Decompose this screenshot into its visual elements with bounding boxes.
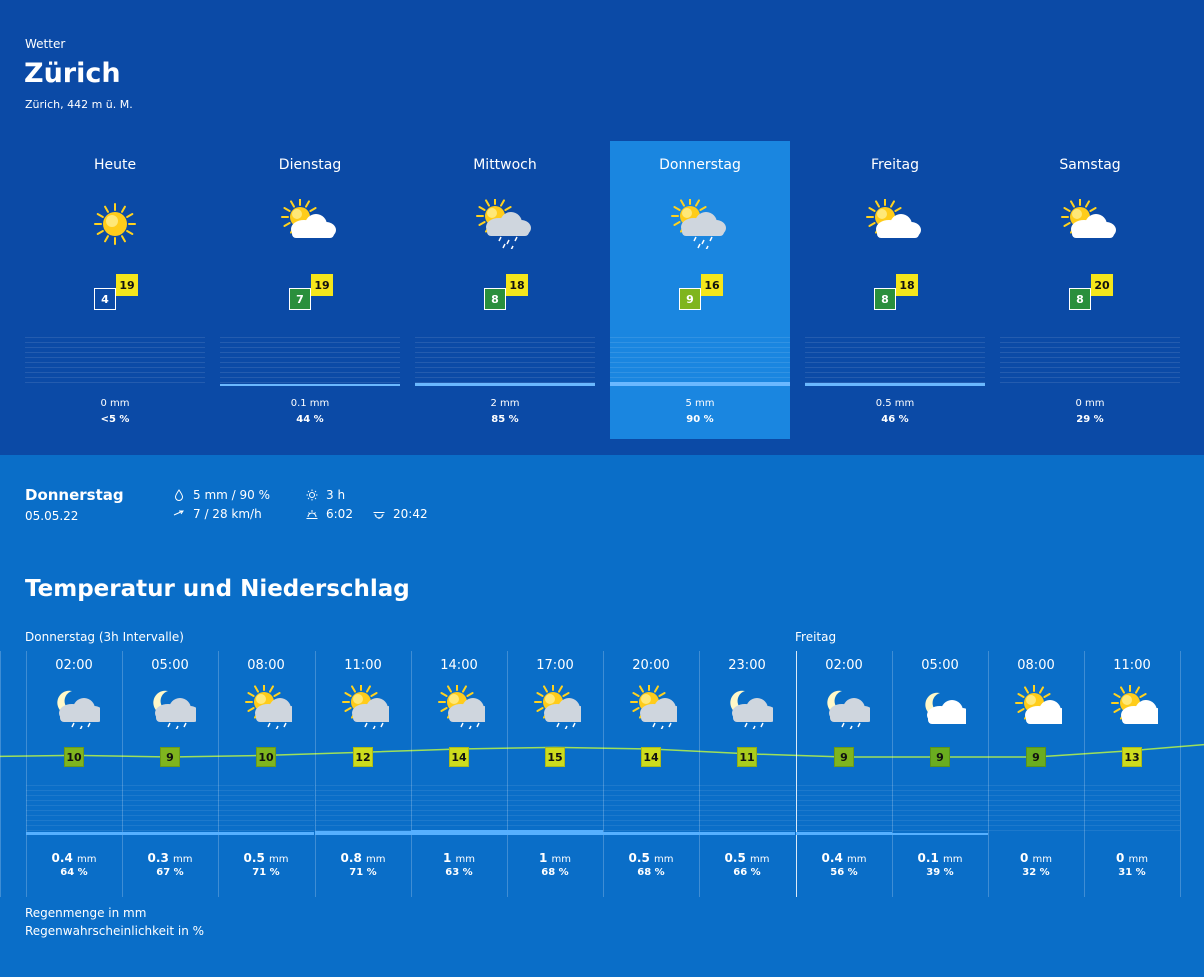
precip-bar [220, 384, 400, 386]
hour-precip-amount [892, 851, 988, 865]
hour-column[interactable] [988, 651, 1084, 897]
temp-max-badge: 19 [311, 274, 333, 296]
wind-icon [173, 508, 185, 520]
sun-cloud-rain-icon [341, 685, 389, 729]
sun-cloud-icon [1014, 685, 1062, 729]
day-column[interactable] [1000, 141, 1180, 439]
day-precip-probability: 44 % [296, 414, 324, 425]
hour-precip-amount [315, 851, 411, 865]
hour-precip-graph [796, 785, 892, 835]
page-kicker: Wetter [25, 37, 66, 51]
hour-column[interactable] [1084, 651, 1180, 897]
hour-temperature-badge: 9 [160, 747, 180, 767]
hour-temperature-badge: 11 [737, 747, 757, 767]
hour-precip-value: 0 [1115, 851, 1125, 865]
hour-temperature-badge: 14 [449, 747, 469, 767]
hour-precip-probability: 71 % [252, 867, 280, 878]
hour-precip-value: 0.4 [51, 851, 73, 865]
hour-precip-unit: mm [455, 854, 476, 865]
hour-precip-probability: 68 % [637, 867, 665, 878]
hour-precip-probability: 56 % [830, 867, 858, 878]
hour-precip-graph [699, 785, 795, 835]
hour-precip-probability: 64 % [60, 867, 88, 878]
temp-min-badge: 7 [289, 288, 311, 310]
sunrise-icon [306, 508, 318, 520]
moon-cloud-rain-icon [52, 685, 100, 729]
sunrise-detail-value: 6:02 [326, 507, 353, 521]
hour-precip-graph [1084, 785, 1180, 835]
temp-max-badge: 20 [1091, 274, 1113, 296]
day-precip-probability: 29 % [1076, 414, 1104, 425]
precip-graph [610, 337, 790, 387]
hour-precip-unit: mm [1128, 854, 1149, 865]
day-precip-amount: 0 mm [1075, 398, 1105, 409]
hour-precip-bar [603, 832, 699, 836]
hour-precip-graph [507, 785, 603, 835]
hour-temperature-badge: 15 [545, 747, 565, 767]
precip-graph [220, 337, 400, 387]
hourly-day1-label: Donnerstag (3h Intervalle) [25, 630, 184, 644]
hour-precip-amount [603, 851, 699, 865]
hour-column[interactable] [892, 651, 988, 897]
hour-precip-bar [315, 831, 411, 835]
hour-precip-amount [218, 851, 314, 865]
hour-temperature-badge: 12 [353, 747, 373, 767]
hour-precip-value: 0.8 [340, 851, 362, 865]
hourly-day2-label: Freitag [795, 630, 837, 644]
day-name: Samstag [1059, 157, 1121, 173]
hour-time: 02:00 [825, 658, 863, 673]
day-precip-probability: 85 % [491, 414, 519, 425]
hour-precip-amount [1084, 851, 1180, 865]
temp-max-badge: 18 [506, 274, 528, 296]
day-precip-amount: 0.1 mm [290, 398, 330, 409]
hour-time: 11:00 [344, 658, 382, 673]
hour-column[interactable] [122, 651, 218, 897]
sun-cloud-icon [1110, 685, 1158, 729]
moon-cloud-rain-icon [725, 685, 773, 729]
hour-precip-bar [218, 832, 314, 836]
hour-precip-probability: 68 % [541, 867, 569, 878]
hour-precip-graph [315, 785, 411, 835]
hour-precip-graph [411, 785, 507, 835]
hour-precip-unit: mm [942, 854, 963, 865]
hour-precip-probability: 31 % [1118, 867, 1146, 878]
temp-min-badge: 4 [94, 288, 116, 310]
hour-precip-probability: 67 % [156, 867, 184, 878]
hour-time: 11:00 [1113, 658, 1151, 673]
temp-min-badge: 8 [1069, 288, 1091, 310]
hour-precip-graph [26, 785, 122, 835]
hour-temperature-badge: 9 [930, 747, 950, 767]
hour-precip-graph [122, 785, 218, 835]
hour-precip-amount [988, 851, 1084, 865]
sun-cloud-rain-icon [533, 685, 581, 729]
hour-precip-value: 0 [1019, 851, 1029, 865]
day-name: Dienstag [278, 157, 342, 173]
temp-min-badge: 9 [679, 288, 701, 310]
hour-precip-unit: mm [846, 854, 867, 865]
hour-precip-probability: 66 % [733, 867, 761, 878]
sun-cloud-rain-icon [437, 685, 485, 729]
hour-column[interactable] [699, 651, 795, 897]
section-title: Temperatur und Niederschlag [25, 576, 410, 602]
hour-precip-value: 0.5 [724, 851, 746, 865]
hour-precip-probability: 63 % [445, 867, 473, 878]
moon-cloud-icon [918, 685, 966, 729]
hour-precip-value: 0.5 [628, 851, 650, 865]
hour-precip-probability: 39 % [926, 867, 954, 878]
day-precip-amount: 2 mm [490, 398, 520, 409]
hour-divider [1180, 651, 1181, 897]
hour-time: 14:00 [440, 658, 478, 673]
day-column[interactable] [25, 141, 205, 439]
hour-divider [0, 651, 1, 897]
temp-min-badge: 8 [484, 288, 506, 310]
hour-column[interactable] [603, 651, 699, 897]
hour-time: 05:00 [151, 658, 189, 673]
temp-min-badge: 8 [874, 288, 896, 310]
sun-cloud-rain-icon [244, 685, 292, 729]
hour-precip-unit: mm [653, 854, 674, 865]
hour-precip-probability: 71 % [349, 867, 377, 878]
sun-icon [85, 199, 145, 249]
hourly-forecast[interactable] [0, 651, 1204, 897]
hour-precip-amount [507, 851, 603, 865]
hour-precip-value: 0.5 [243, 851, 265, 865]
hour-precip-bar [26, 832, 122, 835]
precip-graph [805, 337, 985, 387]
location-altitude: Zürich, 442 m ü. M. [25, 98, 133, 111]
sun-cloud-rain-icon [629, 685, 677, 729]
day-name: Mittwoch [473, 157, 537, 173]
sun-cloud-icon [1060, 199, 1120, 249]
precip-bar [415, 383, 595, 386]
hour-precip-bar [892, 833, 988, 835]
hour-precip-amount [699, 851, 795, 865]
day-precip-probability: 46 % [881, 414, 909, 425]
legend-rain-probability: Regenwahrscheinlichkeit in % [25, 924, 205, 938]
hour-time: 23:00 [728, 658, 766, 673]
day-column[interactable] [220, 141, 400, 439]
sun-cloud-rain-icon [475, 199, 535, 249]
sunrise-detail [306, 507, 353, 521]
hour-precip-amount [26, 851, 122, 865]
hour-time: 05:00 [921, 658, 959, 673]
sunset-detail-value: 20:42 [393, 507, 428, 521]
day-precip-amount: 5 mm [685, 398, 715, 409]
hour-column[interactable] [218, 651, 314, 897]
sun-small-icon [306, 489, 318, 501]
hour-precip-graph [603, 785, 699, 835]
hour-temperature-badge: 13 [1122, 747, 1142, 767]
hour-time: 02:00 [55, 658, 93, 673]
hour-precip-value: 0.3 [147, 851, 169, 865]
precip-bar [610, 382, 790, 386]
precip-detail [173, 488, 270, 502]
day-name: Heute [93, 157, 137, 173]
wind-detail [173, 507, 262, 521]
sun-cloud-rain-icon [670, 199, 730, 249]
hour-time: 08:00 [1017, 658, 1055, 673]
hour-time: 17:00 [536, 658, 574, 673]
hour-temperature-badge: 14 [641, 747, 661, 767]
selected-day-name: Donnerstag [25, 486, 124, 504]
sunshine-detail [306, 488, 345, 502]
hour-temperature-badge: 10 [256, 747, 276, 767]
hour-time: 20:00 [632, 658, 670, 673]
day-name: Donnerstag [659, 157, 741, 173]
hour-temperature-badge: 10 [64, 747, 84, 767]
precip-graph [1000, 337, 1180, 387]
day-name: Freitag [871, 157, 919, 173]
raindrop-icon [173, 489, 185, 501]
hour-precip-value: 1 [538, 851, 548, 865]
hour-precip-unit: mm [172, 854, 193, 865]
hour-precip-value: 1 [442, 851, 452, 865]
day-precip-amount: 0 mm [100, 398, 130, 409]
daily-forecast-panel [0, 0, 1204, 455]
sunset-icon [373, 508, 385, 520]
hour-time: 08:00 [247, 658, 285, 673]
sunset-detail [373, 507, 428, 521]
hour-precip-bar [699, 832, 795, 836]
city-title: Zürich [24, 58, 121, 89]
precip-detail-value: 5 mm / 90 % [193, 488, 270, 502]
hour-precip-graph [892, 785, 988, 835]
hour-precip-bar [796, 832, 892, 835]
sun-cloud-icon [280, 199, 340, 249]
sun-cloud-icon [865, 199, 925, 249]
legend-rain-amount: Regenmenge in mm [25, 906, 147, 920]
selected-day-date: 05.05.22 [25, 509, 79, 523]
hour-temperature-badge: 9 [1026, 747, 1046, 767]
hour-precip-probability: 32 % [1022, 867, 1050, 878]
precip-bar [805, 383, 985, 386]
hour-temperature-badge: 9 [834, 747, 854, 767]
precip-graph [415, 337, 595, 387]
temp-max-badge: 16 [701, 274, 723, 296]
day-column[interactable] [805, 141, 985, 439]
hour-precip-amount [122, 851, 218, 865]
temp-max-badge: 19 [116, 274, 138, 296]
hour-column[interactable] [411, 651, 507, 897]
hour-precip-value: 0.1 [917, 851, 939, 865]
hour-precip-unit: mm [749, 854, 770, 865]
hour-precip-amount [796, 851, 892, 865]
day-precip-probability: <5 % [100, 414, 130, 425]
day-column[interactable] [415, 141, 595, 439]
hour-precip-value: 0.4 [821, 851, 843, 865]
hour-precip-unit: mm [365, 854, 386, 865]
hour-precip-unit: mm [76, 854, 97, 865]
hour-precip-unit: mm [551, 854, 572, 865]
hour-precip-graph [988, 785, 1084, 835]
moon-cloud-rain-icon [822, 685, 870, 729]
hour-precip-bar [122, 832, 218, 835]
hour-precip-bar [507, 830, 603, 835]
hour-column[interactable] [315, 651, 411, 897]
hour-column[interactable] [507, 651, 603, 897]
day-column[interactable] [610, 141, 790, 439]
day-precip-probability: 90 % [686, 414, 714, 425]
hour-precip-unit: mm [268, 854, 289, 865]
hour-precip-amount [411, 851, 507, 865]
wind-detail-value: 7 / 28 km/h [193, 507, 262, 521]
moon-cloud-rain-icon [148, 685, 196, 729]
temp-max-badge: 18 [896, 274, 918, 296]
hour-precip-unit: mm [1032, 854, 1053, 865]
hour-column[interactable] [26, 651, 122, 897]
day-precip-amount: 0.5 mm [875, 398, 915, 409]
hour-column[interactable] [796, 651, 892, 897]
hour-precip-graph [218, 785, 314, 835]
sunshine-detail-value: 3 h [326, 488, 346, 502]
precip-graph [25, 337, 205, 387]
hour-precip-bar [411, 830, 507, 835]
